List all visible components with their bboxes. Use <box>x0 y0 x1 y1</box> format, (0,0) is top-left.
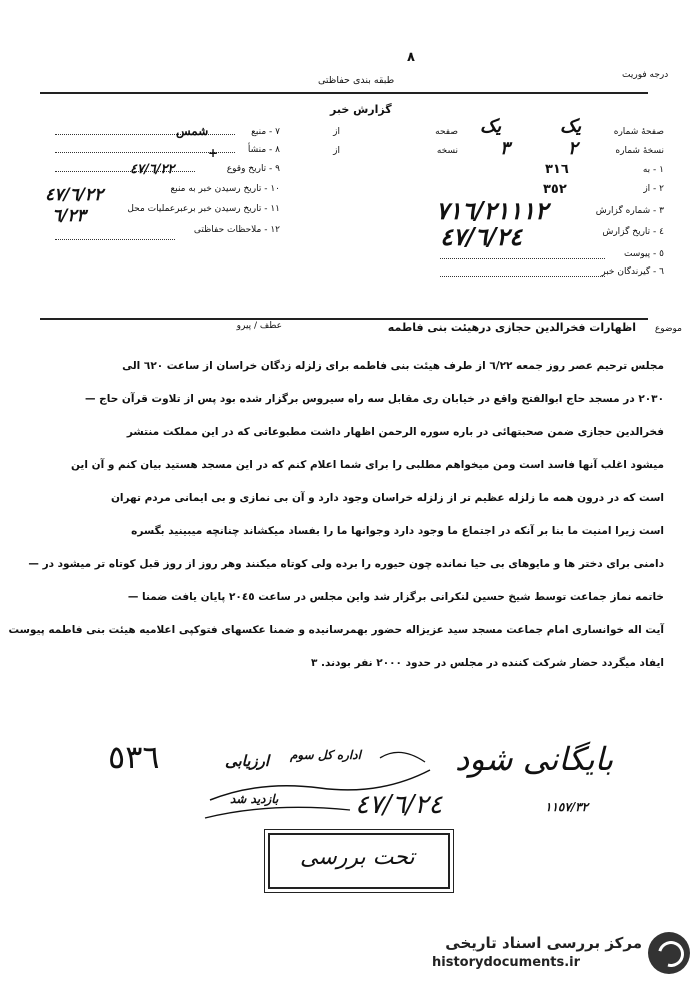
copy-unit-label: نسخه <box>436 146 458 156</box>
field-8-value: + <box>208 146 219 160</box>
field-1-value: ٣١٦ <box>545 162 569 177</box>
field-2-value: ٣٥٢ <box>543 182 567 197</box>
priority-label: درجه فوریت <box>622 70 669 80</box>
field-3-value: ٧١٦/٢١١١٢ <box>436 196 548 225</box>
field-10-label: ١٠ - تاریخ رسیدن خبر به منبع <box>170 184 280 194</box>
classification-label: طبقه بندی حفاظتی <box>318 75 395 86</box>
logo-swirl <box>653 936 689 972</box>
field-12-line <box>55 239 175 240</box>
stamp-text: تحت بررسی <box>300 845 415 870</box>
page-number-label: صفحهٔ شماره <box>613 127 664 137</box>
field-9-value: ٤٧/٦/٢٢ <box>130 162 175 177</box>
copy-of-label: از <box>333 146 340 156</box>
field-4-value: ٤٧/٦/٢٤ <box>440 222 522 251</box>
small-code: ١١٥٧/٣٢ <box>545 800 589 814</box>
page-number-value: یک <box>560 116 582 137</box>
body-line-6: است زیرا امنیت ما بنا بر آنکه در اجتماع ما وجود دارد وجوانها ما را بفساد میکشاند چنانچه میبینید بگسره <box>131 525 664 537</box>
handwritten-number: ٥٣٦ <box>108 738 160 776</box>
page-of-label: از <box>333 127 340 137</box>
field-1-label: ١ - به <box>642 165 664 175</box>
signature-1b: بازدید شد <box>230 792 279 806</box>
report-body <box>8 360 664 690</box>
handwritten-date: ٤٧/٦/٢٤ <box>355 790 443 820</box>
archive-note: بایگانی شود <box>455 740 614 778</box>
page-unit-label: صفحه <box>435 127 458 137</box>
copy-total-value: ٣ <box>500 138 510 159</box>
field-12-label: ١٢ - ملاحظات حفاظتی <box>193 225 280 235</box>
field-4-label: ٤ - تاریخ گزارش <box>602 227 664 237</box>
subject-divider <box>40 318 648 320</box>
body-line-2: ٢٠٣٠ در مسجد حاج ابوالفتح واقع در خیابان ری مقابل سه راه سیروس برگزار شده بود پس از تلاوت قرآن حاج — <box>85 393 664 405</box>
body-line-8: خاتمه نماز جماعت توسط شیخ حسین لنکرانی برگزار شد واین مجلس در ساعت ٢٠٤٥ پایان یافت ضمنا — <box>127 591 664 603</box>
copy-number-label: نسخهٔ شماره <box>615 146 664 156</box>
subject-text: اظهارات فخرالدین حجازی درهیئت بنی فاطمه <box>387 321 636 334</box>
handwriting-strokes <box>200 740 490 830</box>
body-line-1: مجلس ترحیم عصر روز جمعه ٦/٢٢ از طرف هیئت بنی فاطمه برای زلزله زدگان خراسان از ساعت ٦٢٠ الی <box>122 360 664 372</box>
body-line-10: ایفاد میگردد حضار شرکت کننده در مجلس در حدود ٢٠٠٠ نفر بودند. ٣ <box>310 657 664 669</box>
field-11-value: ٦/٢٣ <box>52 206 86 226</box>
field-5-label: ٥ - پیوست <box>623 249 664 259</box>
field-5-line <box>440 258 605 259</box>
header-divider <box>40 92 648 94</box>
field-2-label: ٢ - از <box>643 184 664 194</box>
field-10-value: ٤٧/٦/٢٢ <box>45 185 104 205</box>
archive-logo-icon <box>648 932 690 974</box>
field-3-label: ٣ - شماره گزارش <box>595 206 664 216</box>
subject-label: موضوع <box>654 324 682 334</box>
body-line-3: فخرالدین حجازی ضمن صحبتهائی در باره سوره الرحمن اظهار داشت مطبوعاتی که در این مملکت منتشر <box>126 426 664 438</box>
classification-top-mark: ٨ <box>407 50 415 65</box>
page-total-value: یک <box>480 116 502 137</box>
body-line-5: است که در درون همه ما زلزله عظیم تر از زلزله خراسان وجود دارد و آن بی نمازی و بی ایمانی مردم تهران <box>110 492 664 504</box>
body-line-7: دامنی برای دختر ها و مایوهای بی حیا نمانده چون حیوره را برده ولی کوتاه میکنند وهر روز از روز قبل کوتاه تر میشود در — <box>28 558 664 570</box>
signature-2: اداره کل سوم <box>290 748 361 762</box>
reference-label: عطف / پیرو <box>236 321 282 331</box>
field-8-label: ٨ - منشأ <box>247 145 280 155</box>
signature-1: ارزیابی <box>225 752 270 770</box>
field-6-line <box>440 276 605 277</box>
watermark-title: مرکز بررسی اسناد تاریخی <box>445 934 642 952</box>
field-7-label: ٧ - منبع <box>251 127 280 137</box>
field-7-value: شمس <box>176 124 209 138</box>
copy-number-value: ٢ <box>568 138 578 159</box>
review-stamp <box>268 833 450 889</box>
field-11-label: ١١ - تاریخ رسیدن خبر برعبرعملیات محل <box>127 204 280 214</box>
form-title: گزارش خبر <box>330 103 392 116</box>
field-9-label: ٩ - تاریخ وقوع <box>226 164 280 174</box>
watermark-url: historydocuments.ir <box>432 955 581 970</box>
body-line-9: آیت اله خوانساری امام جماعت مسجد سید عزیزاله حضور بهمرسانیده و ضمنا عکسهای فتوکپی اعلامیه هیئت بنی فاطمه پیوست <box>8 624 664 636</box>
field-6-label: ٦ - گیرندگان خبر <box>601 267 664 277</box>
body-line-4: میشود اغلب آنها فاسد است ومن میخواهم مطلبی را برای شما اعلام کنم که در این مسجد هستید بیان کنم و آن این <box>70 459 664 471</box>
